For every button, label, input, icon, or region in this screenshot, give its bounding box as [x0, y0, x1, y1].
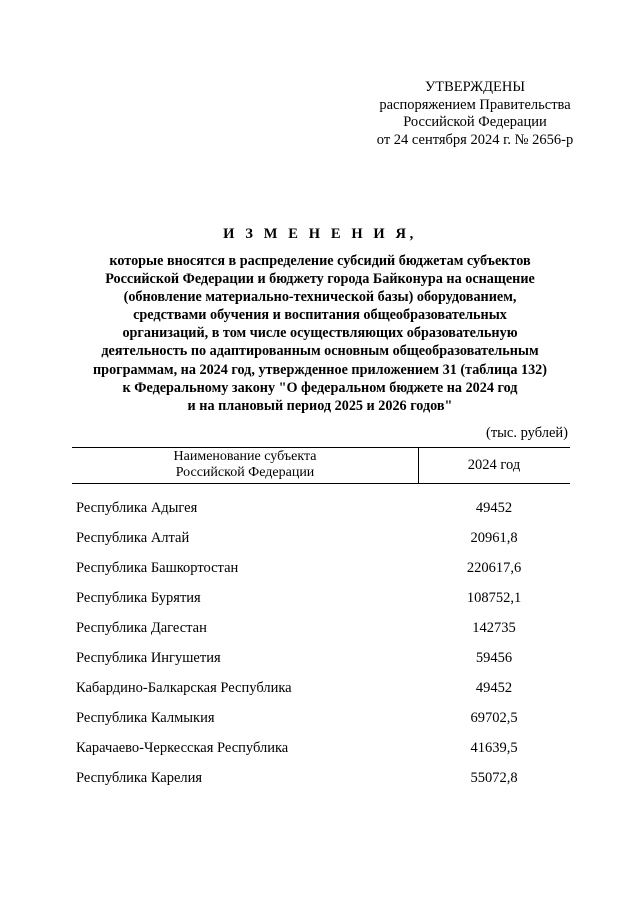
approval-line-order: распоряжением Правительства: [379, 96, 571, 113]
table-top-rule: [72, 447, 570, 448]
approval-block: [330, 79, 620, 149]
table-header-year: 2024 год: [467, 457, 521, 473]
table-header-subject: [72, 449, 418, 481]
description-line: организаций, в том числе осуществляющих образовательную: [122, 325, 518, 342]
row-subject-name: Республика Карелия: [76, 770, 203, 786]
row-subject-name: Республика Ингушетия: [76, 650, 221, 666]
row-subject-name: Кабардино-Балкарская Республика: [76, 680, 292, 696]
row-amount: 108752,1: [466, 590, 522, 606]
row-amount: 41639,5: [470, 740, 518, 756]
table-body: [0, 500, 640, 800]
units-label: (тыс. рублей): [486, 425, 568, 441]
row-amount: 49452: [475, 680, 513, 696]
table-row: [0, 650, 640, 680]
description-line: деятельность по адаптированным основным общеобразовательным: [101, 343, 539, 360]
table-row: [0, 530, 640, 560]
table-row: [0, 680, 640, 710]
table-row: [0, 740, 640, 770]
row-amount: 220617,6: [466, 560, 522, 576]
row-amount: 69702,5: [470, 710, 518, 726]
description-line: (обновление материально-технической базы) оборудованием,: [123, 289, 517, 306]
table-header-rule: [72, 483, 570, 484]
row-amount: 20961,8: [470, 530, 518, 546]
description-line: и на плановый период 2025 и 2026 годов": [187, 397, 453, 414]
description-line: которые вносятся в распределение субсидий бюджетам субъектов: [109, 253, 531, 269]
approval-heading: УТВЕРЖДЕНЫ: [424, 79, 526, 95]
header-subject-line: Российской Федерации: [175, 465, 315, 480]
description-line: программам, на 2024 год, утвержденное приложением 31 (таблица 132): [93, 361, 547, 378]
row-amount: 55072,8: [470, 770, 518, 786]
table-row: [0, 590, 640, 620]
description-line: Российской Федерации и бюджету города Байконура на оснащение: [105, 271, 535, 288]
row-subject-name: Республика Башкортостан: [76, 560, 239, 576]
approval-line-government: Российской Федерации: [403, 114, 547, 130]
row-amount: 59456: [475, 650, 513, 666]
table-row: [0, 500, 640, 530]
row-subject-name: Карачаево-Черкесская Республика: [76, 740, 289, 756]
row-subject-name: Республика Алтай: [76, 530, 190, 546]
row-subject-name: Республика Бурятия: [76, 590, 201, 606]
row-subject-name: Республика Дагестан: [76, 620, 207, 636]
row-subject-name: Республика Калмыкия: [76, 710, 215, 726]
table-row: [0, 710, 640, 740]
row-amount: 49452: [475, 500, 513, 516]
row-subject-name: Республика Адыгея: [76, 500, 198, 516]
approval-line-date: от 24 сентября 2024 г. № 2656-р: [376, 131, 574, 148]
header-subject-line: Наименование субъекта: [173, 449, 317, 464]
table-row: [0, 770, 640, 800]
table-row: [0, 560, 640, 590]
description-line: средствами обучения и воспитания общеобразовательных: [133, 307, 507, 324]
changes-description: [60, 252, 580, 415]
row-amount: 142735: [472, 620, 516, 636]
changes-title: И З М Е Н Е Н И Я,: [223, 226, 417, 242]
table-row: [0, 620, 640, 650]
description-line: к Федеральному закону "О федеральном бюджете на 2024 год: [122, 379, 518, 396]
